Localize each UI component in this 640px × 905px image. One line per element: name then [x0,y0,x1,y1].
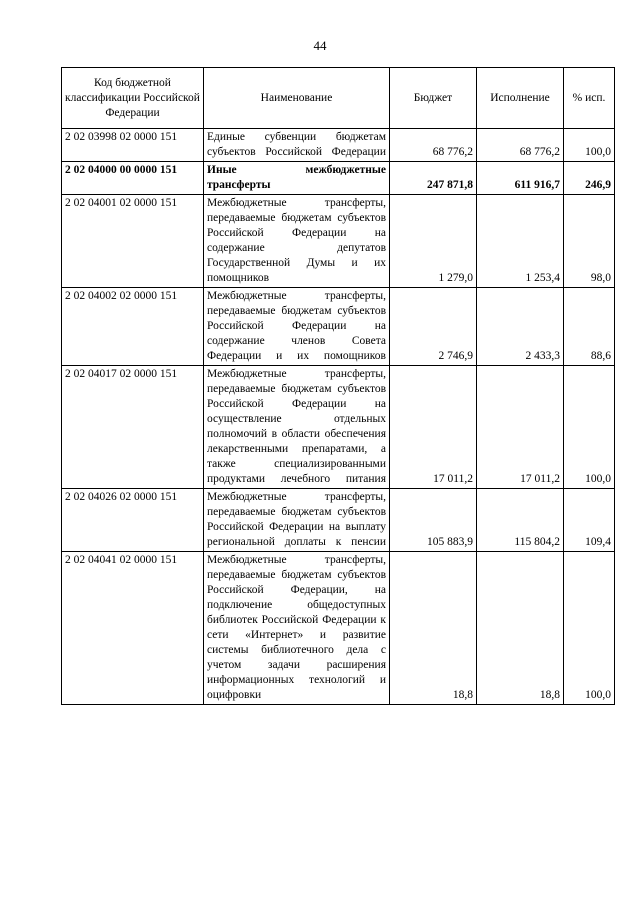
row-code: 2 02 04017 02 0000 151 [62,366,204,489]
budget-table [61,67,615,705]
row-budget: 1 279,0 [390,195,477,288]
table-header-row [62,68,615,129]
table-row [62,195,615,288]
row-execution: 115 804,2 [477,489,564,552]
row-code: 2 02 04026 02 0000 151 [62,489,204,552]
row-name: Межбюджетные трансферты, передаваемые бюджетам субъектов Российской Федерации на содержание членов Совета Федерации и их помощников [204,288,390,366]
row-execution: 68 776,2 [477,129,564,162]
table-row [62,129,615,162]
row-budget: 17 011,2 [390,366,477,489]
row-budget: 18,8 [390,552,477,705]
page-number: 44 [313,38,327,53]
row-name: Межбюджетные трансферты, передаваемые бюджетам субъектов Российской Федерации на содержание депутатов Государственной Думы и их помощников [204,195,390,288]
row-budget: 247 871,8 [390,162,477,195]
row-execution: 611 916,7 [477,162,564,195]
row-code: 2 02 04041 02 0000 151 [62,552,204,705]
table-row [62,489,615,552]
row-execution: 1 253,4 [477,195,564,288]
row-budget: 105 883,9 [390,489,477,552]
row-percent: 100,0 [564,366,615,489]
row-budget: 68 776,2 [390,129,477,162]
row-execution: 18,8 [477,552,564,705]
table-row [62,288,615,366]
table-row [62,552,615,705]
header-percent: % исп. [564,68,615,129]
row-percent: 88,6 [564,288,615,366]
row-name: Межбюджетные трансферты, передаваемые бюджетам субъектов Российской Федерации на выплату региональной доплаты к пенсии [204,489,390,552]
row-execution: 17 011,2 [477,366,564,489]
row-name: Межбюджетные трансферты, передаваемые бюджетам субъектов Российской Федерации, на подключение общедоступных библиотек Российской Федерации к сети «Интернет» и развитие системы библиотечного дела с учетом задачи расширения информационных технологий и оцифровки [204,552,390,705]
table-row [62,366,615,489]
header-budget: Бюджет [390,68,477,129]
row-name: Единые субвенции бюджетам субъектов Российской Федерации [204,129,390,162]
header-code: Код бюджетной классификации Российской Федерации [62,68,204,129]
row-code: 2 02 03998 02 0000 151 [62,129,204,162]
row-percent: 100,0 [564,129,615,162]
row-name: Иные межбюджетные трансферты [204,162,390,195]
header-execution: Исполнение [477,68,564,129]
row-code: 2 02 04000 00 0000 151 [62,162,204,195]
row-code: 2 02 04001 02 0000 151 [62,195,204,288]
table-row-group-total [62,162,615,195]
row-name: Межбюджетные трансферты, передаваемые бюджетам субъектов Российской Федерации на осуществление отдельных полномочий в области обеспечения лекарственными препаратами, а также специализированными продуктами лечебного питания [204,366,390,489]
row-code: 2 02 04002 02 0000 151 [62,288,204,366]
row-percent: 109,4 [564,489,615,552]
row-execution: 2 433,3 [477,288,564,366]
row-budget: 2 746,9 [390,288,477,366]
header-name: Наименование [204,68,390,129]
row-percent: 100,0 [564,552,615,705]
row-percent: 246,9 [564,162,615,195]
row-percent: 98,0 [564,195,615,288]
